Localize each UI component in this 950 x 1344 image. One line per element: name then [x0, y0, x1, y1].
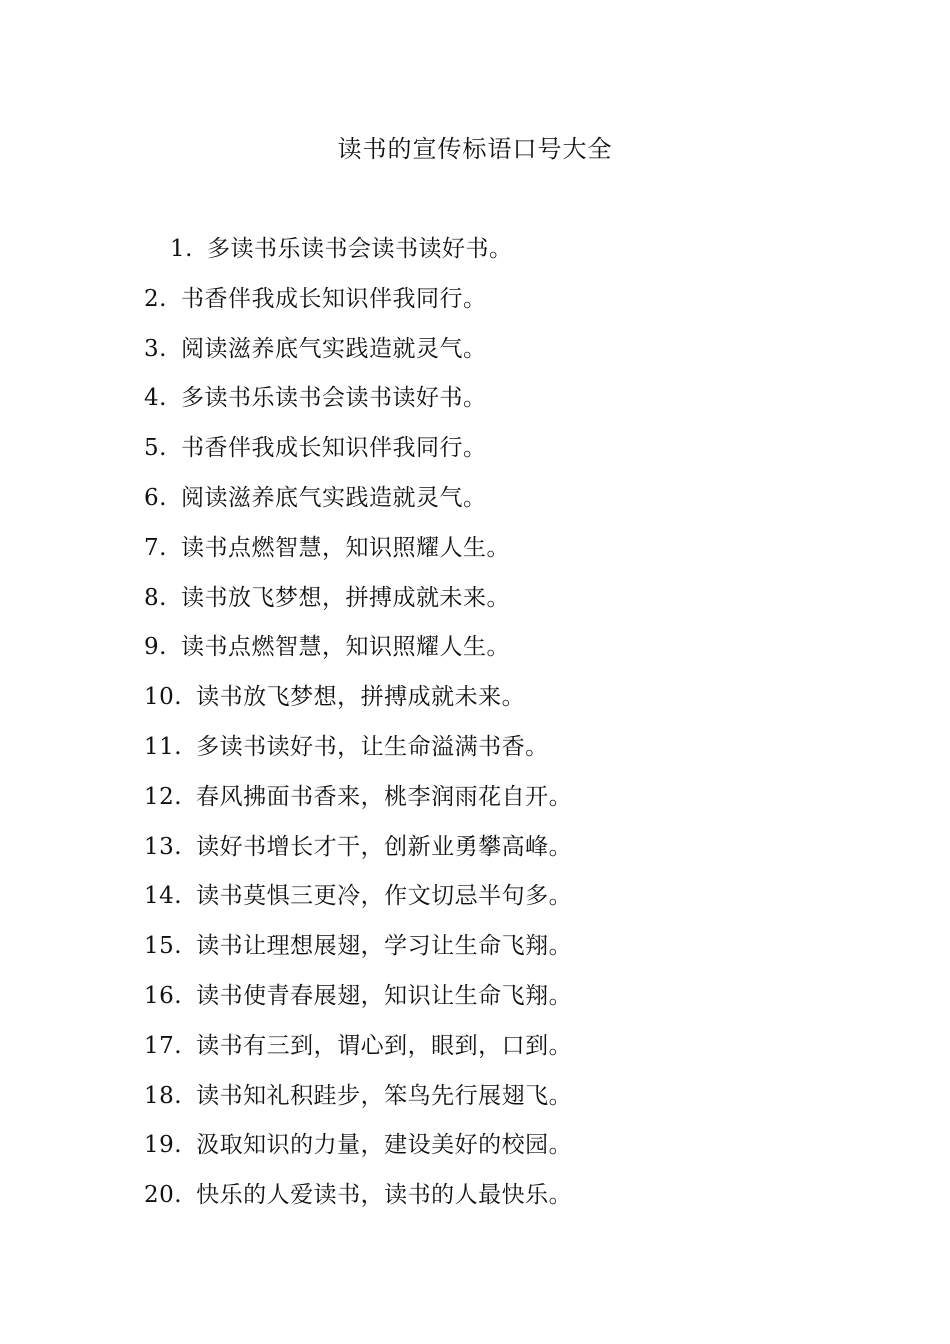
item-number: 2. [144, 285, 167, 312]
item-number: 7. [144, 534, 167, 561]
item-number: 12. [144, 783, 183, 810]
item-number: 20. [144, 1182, 183, 1209]
list-item [144, 430, 844, 480]
list-item [144, 928, 844, 978]
list-item [144, 231, 844, 281]
item-text: 多读书读好书，让生命溢满书香。 [196, 733, 549, 760]
item-number: 9. [144, 634, 167, 661]
item-text: 读书让理想展翅，学习让生命飞翔。 [196, 933, 573, 960]
list-item [144, 1127, 844, 1177]
item-number: 8. [144, 584, 167, 611]
item-number: 14. [144, 883, 183, 910]
slogan-list [144, 231, 844, 1227]
item-text: 阅读滋养底气实践造就灵气。 [180, 335, 487, 362]
list-item [144, 1078, 844, 1128]
item-number: 3. [144, 335, 167, 362]
list-item [144, 1028, 844, 1078]
list-item [144, 978, 844, 1028]
item-number: 19. [144, 1132, 183, 1159]
item-number: 16. [144, 982, 183, 1009]
list-item [144, 530, 844, 580]
item-text: 读书使青春展翅，知识让生命飞翔。 [196, 982, 573, 1009]
item-text: 书香伴我成长知识伴我同行。 [180, 435, 487, 462]
list-item [144, 480, 844, 530]
item-text: 多读书乐读书会读书读好书。 [206, 236, 513, 262]
item-number: 18. [144, 1082, 183, 1109]
list-item [144, 679, 844, 729]
item-number: 13. [144, 833, 183, 860]
item-number: 17. [144, 1032, 183, 1059]
item-text: 读书点燃智慧，知识照耀人生。 [180, 634, 510, 661]
item-text: 读书知礼积跬步，笨鸟先行展翅飞。 [196, 1082, 573, 1109]
list-item [144, 878, 844, 928]
item-text: 读好书增长才干，创新业勇攀高峰。 [196, 833, 573, 860]
list-item [144, 629, 844, 679]
item-number: 5. [144, 435, 167, 462]
item-text: 快乐的人爱读书，读书的人最快乐。 [196, 1182, 573, 1209]
item-text: 读书莫惧三更冷，作文切忌半句多。 [196, 883, 573, 910]
item-text: 读书有三到，谓心到，眼到，口到。 [196, 1032, 573, 1059]
item-text: 阅读滋养底气实践造就灵气。 [180, 484, 487, 511]
item-text: 汲取知识的力量，建设美好的校园。 [196, 1132, 573, 1159]
list-item [144, 779, 844, 829]
item-number: 10. [144, 684, 183, 711]
item-number: 15. [144, 933, 183, 960]
item-text: 书香伴我成长知识伴我同行。 [180, 285, 487, 312]
item-text: 读书放飞梦想，拼搏成就未来。 [196, 684, 526, 711]
item-text: 多读书乐读书会读书读好书。 [180, 385, 487, 412]
item-number: 11. [144, 733, 183, 760]
item-text: 春风拂面书香来，桃李润雨花自开。 [196, 783, 573, 810]
item-number: 4. [144, 385, 167, 412]
list-item [144, 281, 844, 331]
list-item [144, 580, 844, 630]
list-item [144, 829, 844, 879]
list-item [144, 380, 844, 430]
list-item [144, 729, 844, 779]
item-text: 读书点燃智慧，知识照耀人生。 [180, 534, 510, 561]
item-number: 1. [170, 236, 193, 262]
item-number: 6. [144, 484, 167, 511]
item-text: 读书放飞梦想，拼搏成就未来。 [180, 584, 510, 611]
list-item [144, 331, 844, 381]
document-title: 读书的宣传标语口号大全 [337, 135, 613, 163]
list-item [144, 1177, 844, 1227]
